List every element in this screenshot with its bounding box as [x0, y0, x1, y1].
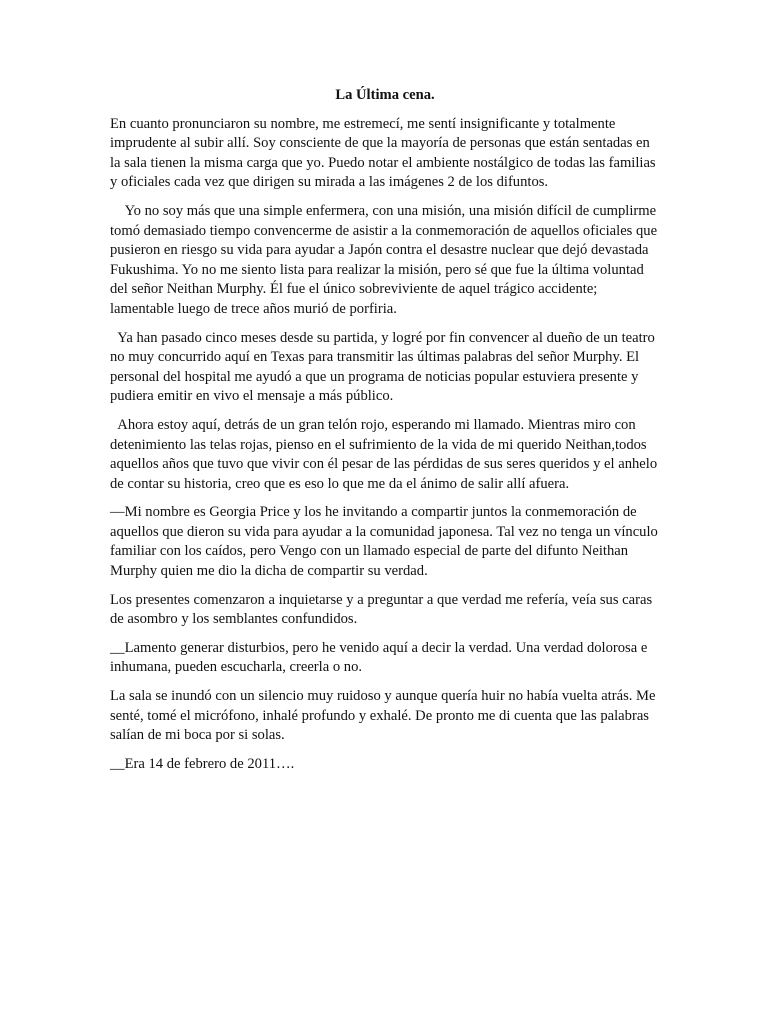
- paragraph-1: En cuanto pronunciaron su nombre, me estremecí, me sentí insignificante y totalmente imprudente al subir allí. Soy consciente de que la mayoría de personas que están sentadas en la sala tienen la misma carga que yo. Puedo notar el ambiente nostálgico de todas las familias y oficiales cada vez que dirigen su mirada a las imágenes 2 de los difuntos.: [110, 115, 660, 191]
- paragraph-2: Yo no soy más que una simple enfermera, con una misión, una misión difícil de cumplirme tomó demasiado tiempo convencerme de asistir a la conmemoración de aquellos oficiales que pusieron en riesgo su vida para ayudar a Japón contra el desastre nuclear que dejó devastada Fukushima. Yo no me siento lista para realizar la misión, pero sé que fue la última voluntad del señor Neithan Murphy. Él fue el único sobreviviente de aquel trágico accidente; lamentable luego de trece años murió de porfiria.: [110, 202, 661, 317]
- paragraph-5: —Mi nombre es Georgia Price y los he invitando a compartir juntos la conmemoración de aquellos que dieron su vida para ayudar a la comunidad japonesa. Tal vez no tenga un vínculo familiar con los caídos, pero Vengo con un llamado especial de parte del difunto Neithan Murphy quien me dio la dicha de compartir su verdad.: [110, 504, 662, 580]
- paragraph-8: La sala se inundó con un silencio muy ruidoso y aunque quería huir no había vuelta atrás. Me senté, tomé el micrófono, inhalé profundo y exhalé. De pronto me di cuenta que las palabras salían de mi boca por si solas.: [110, 688, 660, 744]
- paragraph-4: Ahora estoy aquí, detrás de un gran telón rojo, esperando mi llamado. Mientras miro con detenimiento las telas rojas, pienso en el sufrimiento de la vida de mi querido Neithan,todos aquellos años que tuvo que vivir con él pesar de las pérdidas de sus seres queridos y el anhelo de contar su historia, creo que es eso lo que me da el ánimo de salir allí afuera.: [110, 416, 661, 492]
- paragraph-9: __Era 14 de febrero de 2011….: [110, 755, 295, 772]
- document-title: La Última cena.: [335, 87, 435, 103]
- paragraph-3: Ya han pasado cinco meses desde su partida, y logré por fin convencer al dueño de un teatro no muy concurrido aquí en Texas para transmitir las últimas palabras del señor Murphy. El personal del hospital me ayudó a que un programa de noticias popular estuviera presente y pudiera emitir en vivo el mensaje a más público.: [110, 329, 659, 405]
- paragraph-6: Los presentes comenzaron a inquietarse y a preguntar a que verdad me refería, veía sus caras de asombro y los semblantes confundidos.: [110, 591, 656, 628]
- paragraph-7: __Lamento generar disturbios, pero he venido aquí a decir la verdad. Una verdad dolorosa e inhumana, pueden escucharla, creerla o no.: [110, 639, 651, 676]
- document-body: [110, 86, 660, 783]
